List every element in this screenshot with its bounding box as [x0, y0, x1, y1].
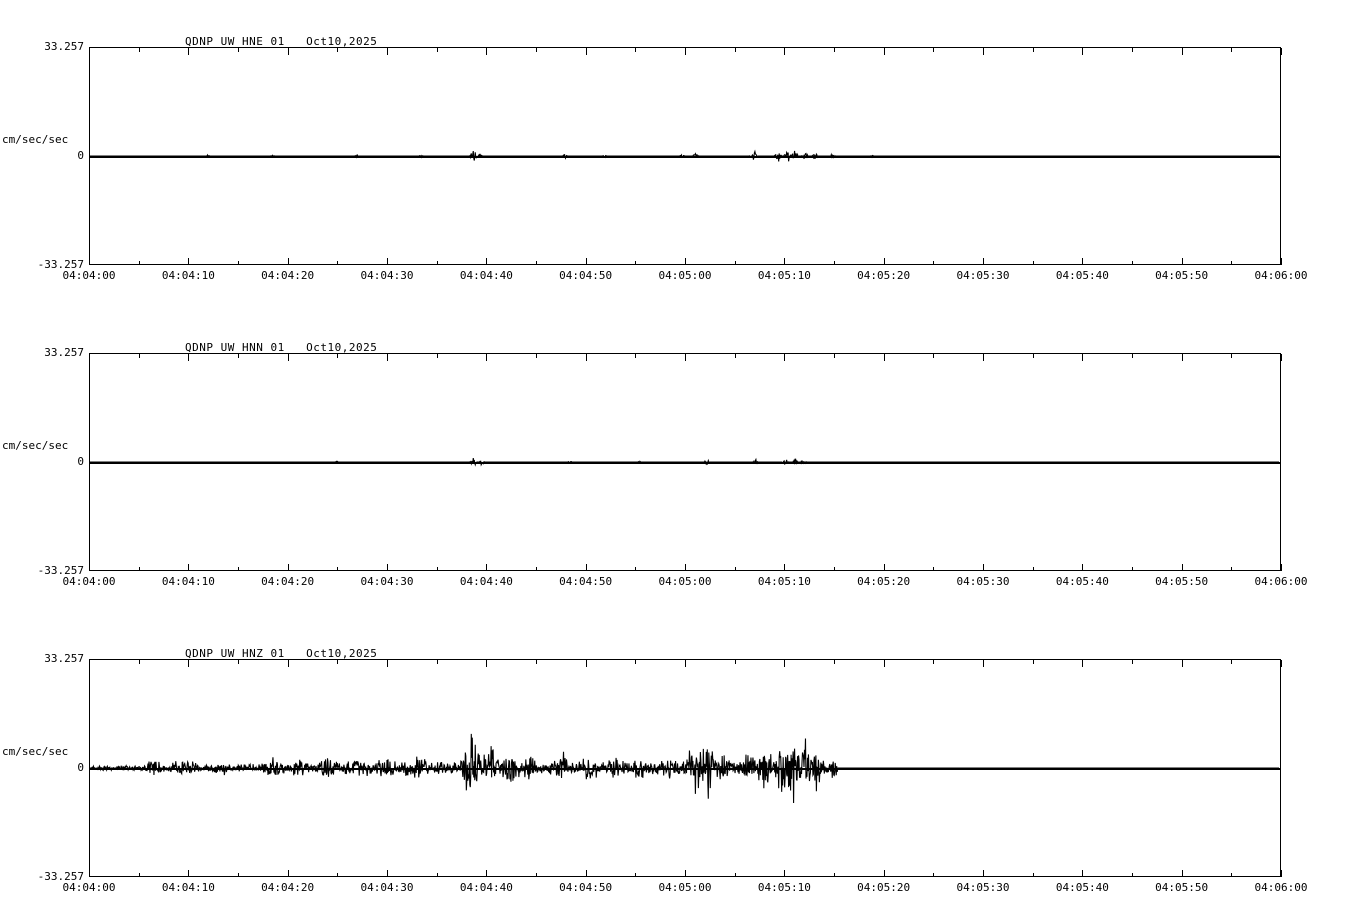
- x-axis-tick-label: 04:05:00: [658, 881, 712, 894]
- station-channel-label: QDNP_UW_HNE_01: [185, 35, 285, 48]
- x-axis-tick-label: 04:05:00: [658, 269, 712, 282]
- x-axis-tick-label: 04:04:10: [161, 575, 215, 588]
- x-axis-tick-label: 04:04:20: [261, 269, 315, 282]
- y-axis-zero-label: 0: [77, 761, 84, 774]
- x-axis-tick-label: 04:06:00: [1254, 575, 1308, 588]
- zero-baseline-hnn: [89, 462, 1281, 464]
- x-axis-tick-label: 04:05:20: [857, 269, 911, 282]
- x-axis-tick-label: 04:04:10: [161, 881, 215, 894]
- x-axis-tick: [1281, 660, 1282, 667]
- x-axis-tick-label: 04:04:50: [559, 881, 613, 894]
- y-axis-units-label: cm/sec/sec: [2, 133, 69, 146]
- y-axis-units-label: cm/sec/sec: [2, 439, 69, 452]
- y-axis-max-label: 33.257: [44, 346, 84, 359]
- date-label: Oct10,2025: [306, 341, 378, 354]
- x-axis-tick: [1281, 870, 1282, 877]
- x-axis-tick-label: 04:05:40: [1055, 269, 1109, 282]
- y-axis-zero-label: 0: [77, 149, 84, 162]
- x-axis-tick: [1281, 354, 1282, 361]
- x-axis-tick-label: 04:05:50: [1155, 269, 1209, 282]
- x-axis-labels-hne: [0, 269, 1358, 285]
- panel-title-hne: [185, 35, 377, 48]
- x-axis-tick-label: 04:05:50: [1155, 575, 1209, 588]
- x-axis-tick-label: 04:04:00: [62, 881, 116, 894]
- x-axis-tick-label: 04:05:30: [956, 575, 1010, 588]
- x-axis-tick-label: 04:04:40: [459, 575, 513, 588]
- y-axis-min-label: -33.257: [37, 870, 84, 883]
- x-axis-tick-label: 04:05:00: [658, 575, 712, 588]
- date-label: Oct10,2025: [306, 35, 378, 48]
- x-axis-tick-label: 04:05:10: [757, 269, 811, 282]
- seismogram-panel-hnz: [0, 626, 1358, 898]
- x-axis-tick-label: 04:05:40: [1055, 881, 1109, 894]
- panel-title-hnn: [185, 341, 377, 354]
- x-axis-tick: [1281, 564, 1282, 571]
- station-channel-label: QDNP_UW_HNN_01: [185, 341, 285, 354]
- zero-baseline-hnz: [89, 768, 1281, 770]
- x-axis-tick-label: 04:05:30: [956, 881, 1010, 894]
- x-axis-labels-hnn: [0, 575, 1358, 591]
- y-axis-min-label: -33.257: [37, 258, 84, 271]
- x-axis-tick-label: 04:04:20: [261, 575, 315, 588]
- x-axis-tick-label: 04:05:20: [857, 881, 911, 894]
- x-axis-tick-label: 04:05:10: [757, 575, 811, 588]
- x-axis-labels-hnz: [0, 881, 1358, 897]
- panel-title-hnz: [185, 647, 377, 660]
- y-axis-min-label: -33.257: [37, 564, 84, 577]
- x-axis-tick-label: 04:04:30: [360, 269, 414, 282]
- x-axis-tick-label: 04:04:10: [161, 269, 215, 282]
- y-axis-max-label: 33.257: [44, 40, 84, 53]
- x-axis-tick-label: 04:05:50: [1155, 881, 1209, 894]
- x-axis-tick-label: 04:06:00: [1254, 881, 1308, 894]
- x-axis-tick-label: 04:04:20: [261, 881, 315, 894]
- date-label: Oct10,2025: [306, 647, 378, 660]
- seismogram-panel-hne: [0, 14, 1358, 286]
- zero-baseline-hne: [89, 156, 1281, 158]
- x-axis-tick-label: 04:05:20: [857, 575, 911, 588]
- station-channel-label: QDNP_UW_HNZ_01: [185, 647, 285, 660]
- x-axis-tick-label: 04:04:40: [459, 269, 513, 282]
- x-axis-tick-label: 04:05:30: [956, 269, 1010, 282]
- seismogram-panel-hnn: [0, 320, 1358, 592]
- y-axis-units-label: cm/sec/sec: [2, 745, 69, 758]
- x-axis-tick-label: 04:04:40: [459, 881, 513, 894]
- x-axis-tick-label: 04:04:00: [62, 269, 116, 282]
- y-axis-max-label: 33.257: [44, 652, 84, 665]
- y-axis-zero-label: 0: [77, 455, 84, 468]
- x-axis-tick-label: 04:05:40: [1055, 575, 1109, 588]
- x-axis-tick-label: 04:04:00: [62, 575, 116, 588]
- x-axis-tick-label: 04:04:30: [360, 575, 414, 588]
- x-axis-tick: [1281, 48, 1282, 55]
- x-axis-tick-label: 04:05:10: [757, 881, 811, 894]
- x-axis-tick-label: 04:04:30: [360, 881, 414, 894]
- x-axis-tick: [1281, 258, 1282, 265]
- x-axis-tick-label: 04:04:50: [559, 269, 613, 282]
- x-axis-tick-label: 04:06:00: [1254, 269, 1308, 282]
- x-axis-tick-label: 04:04:50: [559, 575, 613, 588]
